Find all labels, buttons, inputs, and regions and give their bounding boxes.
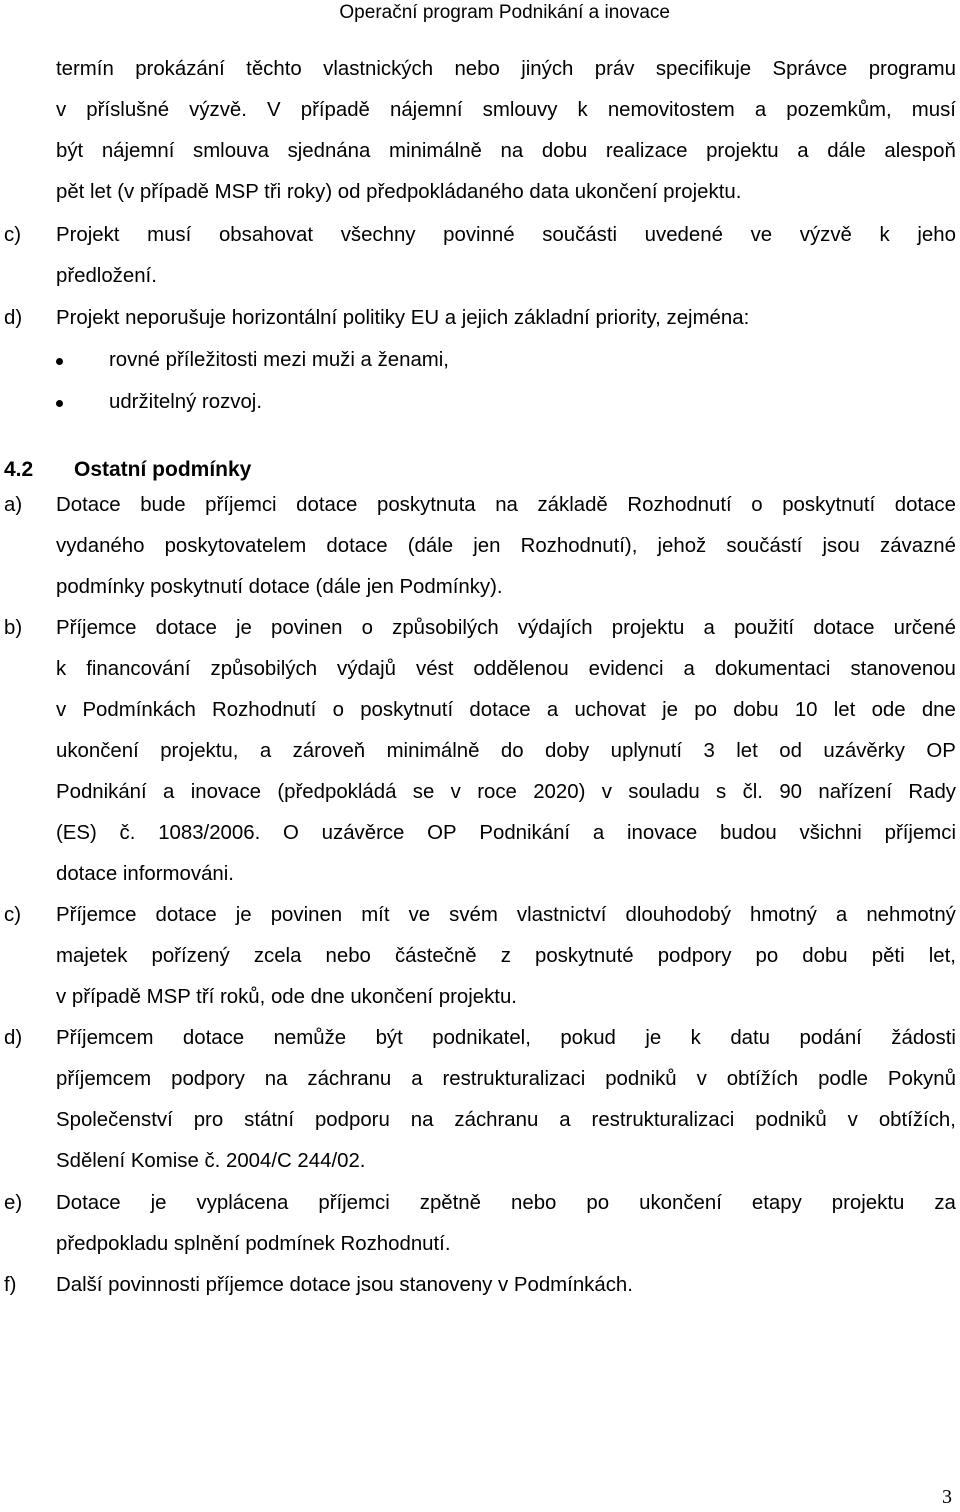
word: Rozhodnutí [627, 494, 732, 516]
word: obtížích, [878, 1109, 956, 1131]
bullet-item [109, 345, 449, 375]
paragraph-line [56, 982, 517, 1012]
paragraph-line [56, 136, 956, 166]
word: nájemní [390, 99, 463, 121]
word: realizace [605, 140, 688, 162]
word: minimálně [386, 740, 480, 762]
word: a [835, 904, 848, 926]
word: termín [56, 58, 114, 80]
line-text: v případě MSP tří roků, ode dne ukončení projektu. [56, 986, 517, 1008]
word: datu [730, 1027, 771, 1049]
word: č. [119, 822, 136, 844]
paragraph-line [56, 261, 157, 291]
word: obsahovat [218, 224, 314, 246]
paragraph-line [56, 859, 234, 889]
word: na [264, 1068, 288, 1090]
paragraph-line [56, 572, 503, 602]
section-number: 4.2 [4, 458, 34, 481]
line-text: předložení. [56, 265, 157, 287]
word: je [150, 1192, 167, 1214]
word: restrukturalizaci [591, 1109, 735, 1131]
word: Rozhodnutí), [520, 535, 638, 557]
word: Příjemce [56, 617, 137, 639]
list-marker: c) [4, 224, 21, 246]
word: a [411, 1068, 423, 1090]
word: dále [827, 140, 866, 162]
section-heading [4, 455, 251, 485]
section-title: Ostatní podmínky [74, 458, 252, 481]
word: být [375, 1027, 403, 1049]
word: jsou [822, 535, 860, 557]
paragraph-line [56, 1188, 956, 1218]
word: práv [594, 58, 635, 80]
word: 2020) [533, 781, 586, 803]
word: 90 [779, 781, 803, 803]
bullet-icon [56, 358, 63, 365]
word: je [236, 617, 252, 639]
word: o [361, 617, 373, 639]
line-text: pět let (v případě MSP tři roky) od předpokládaného data ukončení projektu. [56, 181, 742, 203]
word: smlouva [193, 140, 269, 162]
word: dobu [802, 945, 848, 967]
word: budou [720, 822, 777, 844]
word: podnikatel, [432, 1027, 531, 1049]
word: příjemci [318, 1192, 390, 1214]
line-text: Další povinnosti příjemce dotace jsou stanoveny v Podmínkách. [56, 1274, 633, 1296]
word: podniků [605, 1068, 677, 1090]
word: ode [871, 699, 906, 721]
word: restrukturalizaci [442, 1068, 586, 1090]
word: projektu [706, 140, 779, 162]
word: je [645, 1027, 662, 1049]
word: čl. [742, 781, 763, 803]
header-title: Operační program Podnikání a inovace [339, 2, 670, 23]
word: k [879, 224, 890, 246]
word: poskytnuta [376, 494, 476, 516]
word: minimálně [388, 140, 482, 162]
paragraph-line [56, 777, 956, 807]
word: a [683, 658, 695, 680]
word: dotace [296, 494, 358, 516]
word: oddělenou [473, 658, 569, 680]
word: ukončení [639, 1192, 722, 1214]
word: financování [86, 658, 191, 680]
word: majetek [56, 945, 128, 967]
word: určené [893, 617, 956, 639]
paragraph-line [56, 1146, 365, 1176]
paragraph-line [56, 900, 956, 930]
word: povinné [443, 224, 515, 246]
word: let, [928, 945, 956, 967]
word: svém [449, 904, 498, 926]
word: pozemkům, [786, 99, 892, 121]
word: příjemci [205, 494, 277, 516]
word: výzvě. [189, 99, 247, 121]
list-marker: e) [4, 1192, 23, 1214]
word: použití [734, 617, 795, 639]
word: je [235, 904, 252, 926]
word: dotace [469, 699, 531, 721]
paragraph-line [56, 220, 956, 250]
paragraph-line [56, 1270, 633, 1300]
paragraph-line [56, 1023, 956, 1053]
word: Rady [908, 781, 956, 803]
word: obtížích [726, 1068, 799, 1090]
word: státní [244, 1109, 295, 1131]
word: 1083/2006. [158, 822, 261, 844]
word: vyplácena [196, 1192, 289, 1214]
word: o [332, 699, 344, 721]
word: projektu [831, 1192, 905, 1214]
word: hmotný [750, 904, 817, 926]
paragraph-line [56, 531, 956, 561]
word: inovace [190, 781, 262, 803]
word: dne [921, 699, 956, 721]
word: všichni [799, 822, 862, 844]
word: je [662, 699, 679, 721]
word: inovace [626, 822, 698, 844]
paragraph-line [56, 654, 956, 684]
paragraph-line [56, 490, 956, 520]
word: v [847, 1109, 858, 1131]
word: vést [416, 658, 454, 680]
word: poskytovatelem [164, 535, 307, 557]
line-text: Projekt neporušuje horizontální politiky EU a jejich základní priority, zejména: [56, 307, 750, 329]
word: jen [473, 535, 501, 557]
word: pro [193, 1109, 224, 1131]
word: do [500, 740, 524, 762]
word: stanovenou [850, 658, 956, 680]
word: a [163, 781, 175, 803]
word: v [601, 781, 612, 803]
word: výdajů [337, 658, 396, 680]
word: k [56, 658, 67, 680]
word: dobu [733, 699, 779, 721]
word: souladu [628, 781, 700, 803]
word: etapy [751, 1192, 802, 1214]
word: zároveň [292, 740, 366, 762]
word: Společenství [56, 1109, 173, 1131]
paragraph-line [56, 177, 741, 207]
word: zpětně [419, 1192, 481, 1214]
word: a [703, 617, 715, 639]
word: výzvě [799, 224, 852, 246]
paragraph-line [56, 54, 956, 84]
word: a [559, 1109, 571, 1131]
bullet-item [109, 387, 262, 417]
word: vlastnictví [516, 904, 607, 926]
paragraph-line [56, 613, 956, 643]
word: (ES) [56, 822, 97, 844]
word: nehmotný [866, 904, 956, 926]
word: všechny [340, 224, 416, 246]
word: uvedené [644, 224, 723, 246]
word: a [754, 99, 767, 121]
word: (předpokládá [277, 781, 397, 803]
paragraph-line [56, 95, 956, 125]
list-marker: f) [4, 1274, 17, 1296]
word: Rozhodnutí [212, 699, 317, 721]
word: nemůže [273, 1027, 347, 1049]
word: příjemcem [56, 1068, 152, 1090]
word: let [833, 699, 856, 721]
word: smlouvy [482, 99, 558, 121]
word: roce [477, 781, 517, 803]
word: uchovat [574, 699, 646, 721]
word: sjednána [287, 140, 371, 162]
word: závazné [880, 535, 956, 557]
word: jehož [657, 535, 707, 557]
word: dotace [182, 1027, 245, 1049]
word: základě [537, 494, 608, 516]
word: projektu [611, 617, 685, 639]
word: poskytnuté [535, 945, 634, 967]
word: po [755, 945, 779, 967]
word: dobu [541, 140, 588, 162]
word: uplynutí [610, 740, 683, 762]
line-text: Sdělení Komise č. 2004/C 244/02. [56, 1150, 366, 1172]
line-text: předpokladu splnění podmínek Rozhodnutí. [56, 1233, 451, 1255]
word: dotace [894, 494, 956, 516]
word: ve [408, 904, 431, 926]
word: Dotace [56, 1192, 121, 1214]
list-marker: d) [4, 307, 23, 329]
word: pořízený [151, 945, 230, 967]
word: dokumentaci [714, 658, 831, 680]
word: podporu [314, 1109, 390, 1131]
word: být [56, 140, 84, 162]
word: nebo [325, 945, 371, 967]
paragraph-line [56, 818, 956, 848]
word: za [934, 1192, 956, 1214]
word: evidenci [588, 658, 664, 680]
word: 10 [794, 699, 818, 721]
word: na [495, 494, 518, 516]
word: prokázání [135, 58, 225, 80]
word: na [500, 140, 524, 162]
word: Projekt [56, 224, 120, 246]
line-text: dotace informováni. [56, 863, 234, 885]
word: dotace [326, 535, 388, 557]
word: nebo [454, 58, 500, 80]
word: vlastnických [323, 58, 434, 80]
paragraph-line [56, 1105, 956, 1135]
word: v [450, 781, 461, 803]
word: dotace [813, 617, 875, 639]
word: a [797, 140, 809, 162]
word: ve [750, 224, 773, 246]
list-marker: c) [4, 904, 21, 926]
paragraph-line [56, 303, 749, 333]
word: a [592, 822, 605, 844]
word: jeho [917, 224, 956, 246]
line-text: udržitelný rozvoj. [109, 391, 262, 413]
word: těchto [246, 58, 302, 80]
word: OP [427, 822, 457, 844]
word: po [586, 1192, 610, 1214]
list-marker: b) [4, 617, 23, 639]
list-marker: a) [4, 494, 23, 516]
word: ukončení [56, 740, 139, 762]
page-number: 3 [942, 1486, 952, 1508]
paragraph-line [56, 736, 956, 766]
word: součásti [542, 224, 618, 246]
word: způsobilých [210, 658, 318, 680]
word: a [259, 740, 272, 762]
word: v [56, 99, 67, 121]
word: se [412, 781, 435, 803]
word: alespoň [884, 140, 956, 162]
list-marker: d) [4, 1027, 23, 1049]
word: nemovitostem [607, 99, 735, 121]
word: mít [361, 904, 390, 926]
word: musí [911, 99, 956, 121]
word: pokud [560, 1027, 616, 1049]
word: Pokynů [887, 1068, 956, 1090]
word: OP [926, 740, 956, 762]
word: dotace [155, 904, 217, 926]
word: o [751, 494, 763, 516]
word: Podnikání [479, 822, 571, 844]
paragraph-line [56, 1229, 451, 1259]
paragraph-line [56, 941, 956, 971]
word: O [283, 822, 299, 844]
word: povinen [270, 904, 343, 926]
running-header [0, 0, 960, 30]
paragraph-line [56, 1064, 956, 1094]
word: záchranu [454, 1109, 539, 1131]
word: případě [300, 99, 370, 121]
paragraph-line [56, 695, 956, 725]
word: Příjemce [56, 904, 137, 926]
word: Příjemcem [56, 1027, 154, 1049]
word: součástí [726, 535, 803, 557]
word: poskytnutí [782, 494, 876, 516]
word: nařízení [818, 781, 893, 803]
word: podpory [171, 1068, 245, 1090]
word: způsobilých [392, 617, 499, 639]
word: od [779, 740, 802, 762]
word: povinen [271, 617, 343, 639]
word: k [577, 99, 588, 121]
word: let [736, 740, 758, 762]
word: 3 [703, 740, 715, 762]
word: k [690, 1027, 701, 1049]
word: příjemci [884, 822, 956, 844]
word: zcela [253, 945, 302, 967]
word: podpory [657, 945, 732, 967]
word: Správce [772, 58, 848, 80]
word: uzávěrce [321, 822, 405, 844]
word: Podnikání [56, 781, 147, 803]
word: a [546, 699, 559, 721]
word: nájemní [101, 140, 175, 162]
word: programu [868, 58, 956, 80]
word: Podmínkách [82, 699, 196, 721]
word: v [56, 699, 67, 721]
word: po [694, 699, 717, 721]
word: pěti [871, 945, 905, 967]
word: podniků [755, 1109, 827, 1131]
word: výdajích [517, 617, 593, 639]
word: musí [147, 224, 192, 246]
word: záchranu [307, 1068, 392, 1090]
word: specifikuje [655, 58, 752, 80]
word: dlouhodobý [625, 904, 731, 926]
word: s [716, 781, 727, 803]
line-text: podmínky poskytnutí dotace (dále jen Podmínky). [56, 576, 503, 598]
word: jiných [521, 58, 574, 80]
word: příslušné [86, 99, 170, 121]
word: vydaného [56, 535, 145, 557]
word: žádosti [891, 1027, 956, 1049]
word: v [696, 1068, 707, 1090]
word: částečně [394, 945, 477, 967]
word: poskytnutí [360, 699, 454, 721]
word: dotace [155, 617, 217, 639]
word: uzávěrky [823, 740, 905, 762]
word: na [410, 1109, 434, 1131]
line-text: rovné příležitosti mezi muži a ženami, [109, 349, 449, 371]
word: z [500, 945, 511, 967]
word: bude [140, 494, 186, 516]
word: doby [545, 740, 590, 762]
word: projektu, [160, 740, 239, 762]
bullet-icon [56, 400, 63, 407]
word: Dotace [56, 494, 121, 516]
word: podle [818, 1068, 868, 1090]
word: nebo [511, 1192, 557, 1214]
word: V [267, 99, 281, 121]
word: (dále [407, 535, 454, 557]
word: podání [799, 1027, 862, 1049]
